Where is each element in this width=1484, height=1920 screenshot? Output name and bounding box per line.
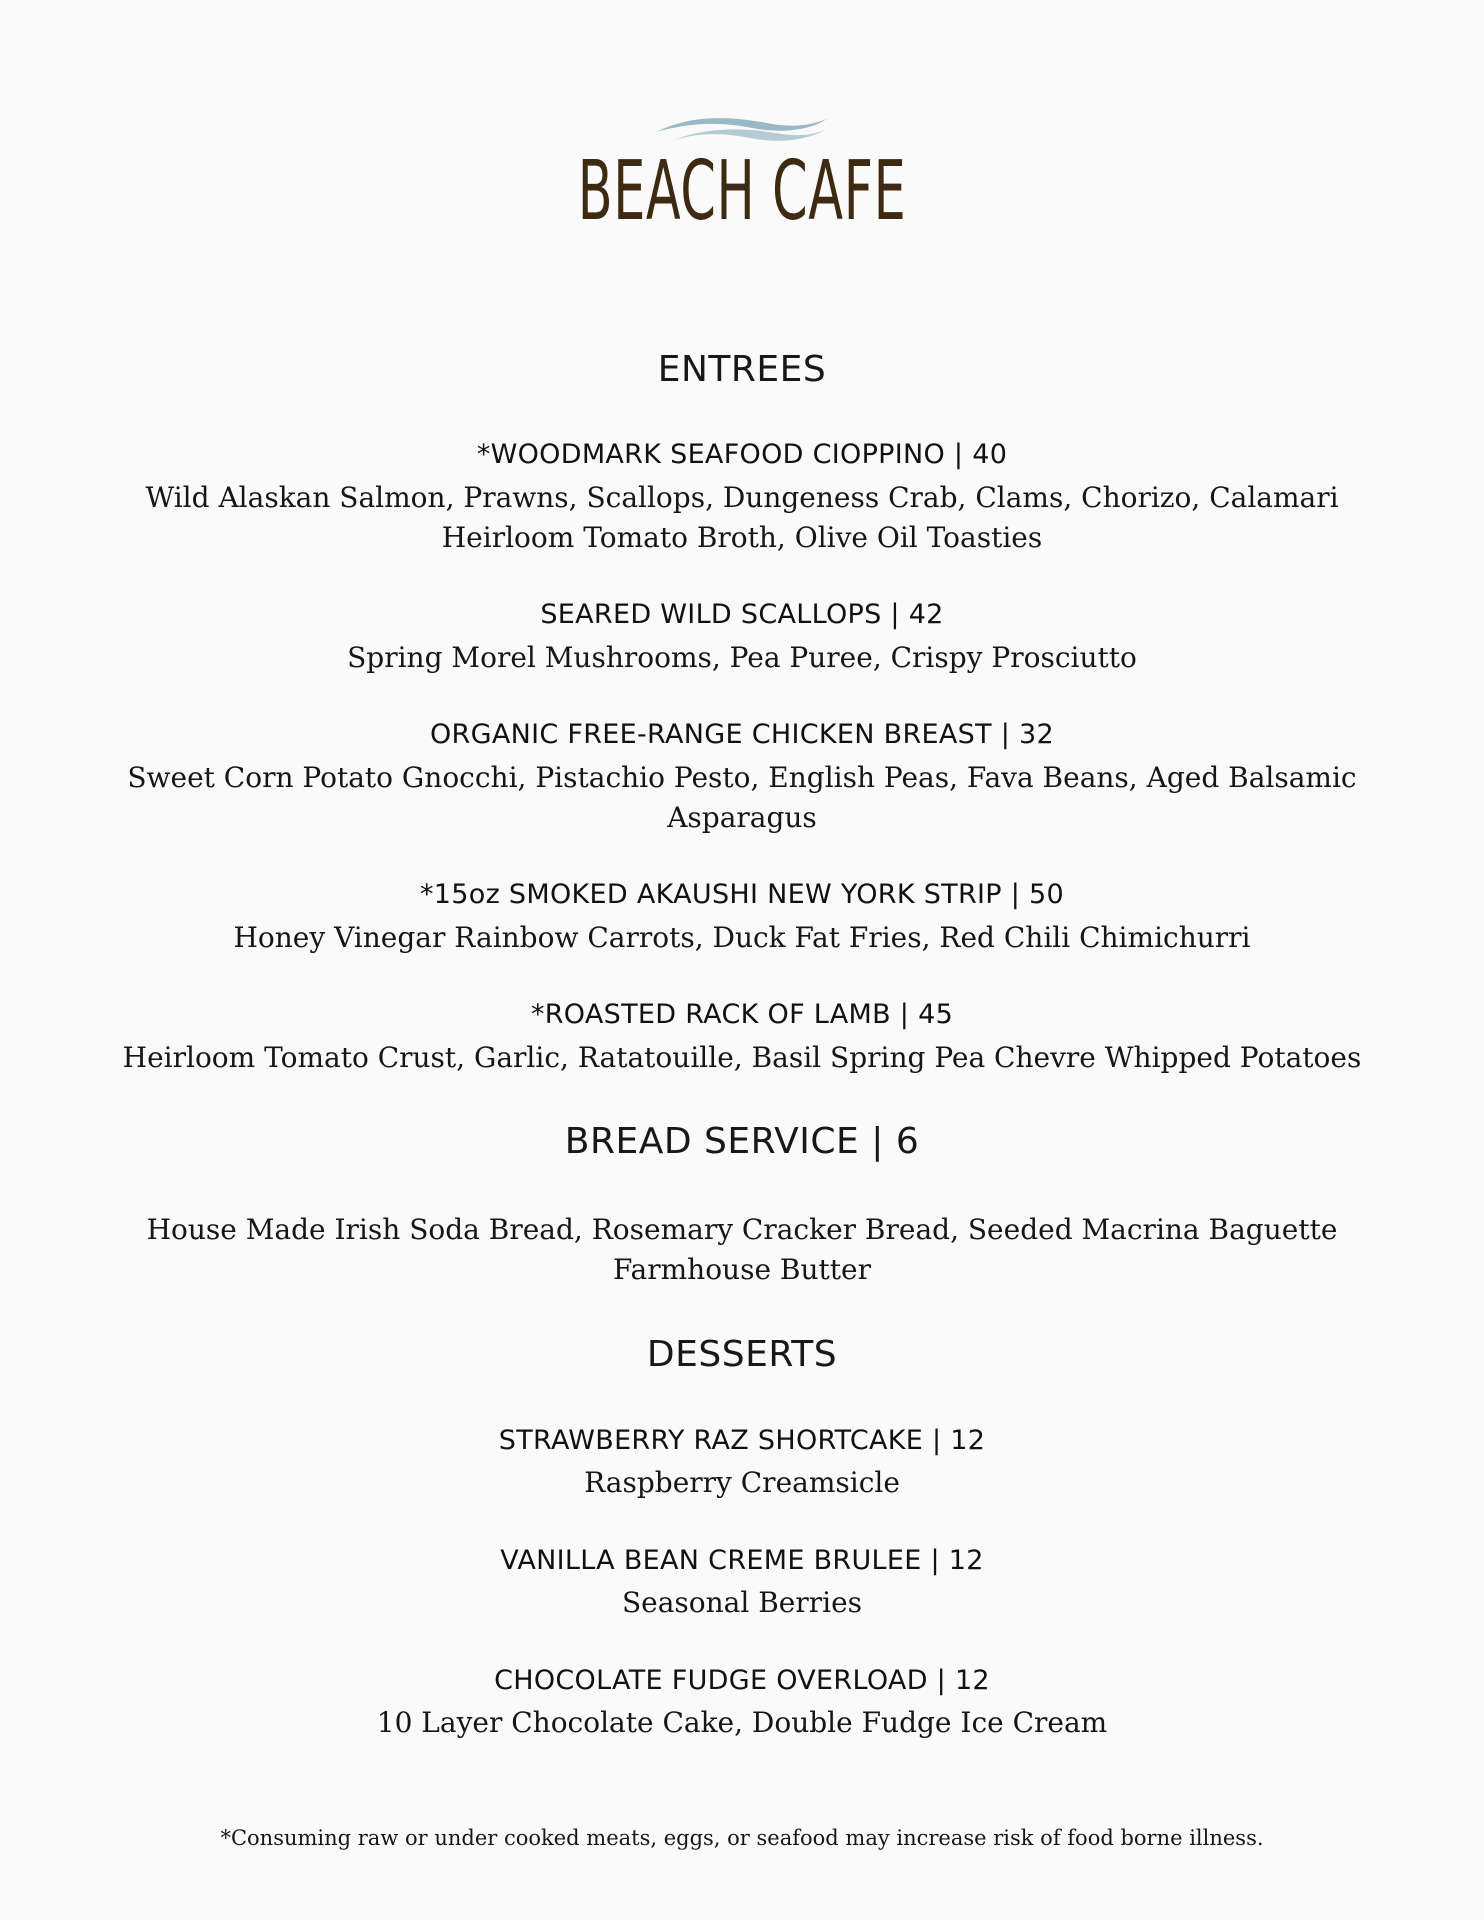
menu-item-name: ORGANIC FREE-RANGE CHICKEN BREAST | 32 xyxy=(429,719,1055,750)
menu-item-description: Raspberry Creamsicle xyxy=(584,1466,900,1499)
menu-item-description: Honey Vinegar Rainbow Carrots, Duck Fat Fries, Red Chili Chimichurri xyxy=(233,921,1251,954)
menu-item-name: STRAWBERRY RAZ SHORTCAKE | 12 xyxy=(498,1425,986,1456)
menu-item-description: Sweet Corn Potato Gnocchi, Pistachio Pesto, English Peas, Fava Beans, Aged Balsamic Asparagus xyxy=(127,761,1357,834)
menu-item-name: *15oz SMOKED AKAUSHI NEW YORK STRIP | 50 xyxy=(420,879,1064,910)
section-title-entrees: ENTREES xyxy=(657,349,827,390)
menu-item-description: 10 Layer Chocolate Cake, Double Fudge Ice Cream xyxy=(376,1706,1108,1739)
menu-item-name: *WOODMARK SEAFOOD CIOPPINO | 40 xyxy=(476,439,1008,470)
beach-cafe-logo xyxy=(0,110,1484,239)
menu-item-description: Wild Alaskan Salmon, Prawns, Scallops, Dungeness Crab, Clams, Chorizo, Calamari Heirloom Tomato Broth, Olive Oil Toasties xyxy=(145,481,1339,554)
menu-item-description: Spring Morel Mushrooms, Pea Puree, Crispy Prosciutto xyxy=(347,641,1137,674)
footnote-disclaimer: *Consuming raw or under cooked meats, eggs, or seafood may increase risk of food borne illness. xyxy=(220,1826,1264,1850)
menu-item-name: SEARED WILD SCALLOPS | 42 xyxy=(540,599,944,630)
section-title-desserts: DESSERTS xyxy=(646,1334,838,1375)
section-title-bread-service: BREAD SERVICE | 6 xyxy=(564,1121,920,1162)
bread-service-description: House Made Irish Soda Bread, Rosemary Cracker Bread, Seeded Macrina Baguette Farmhouse Butter xyxy=(146,1213,1338,1286)
wave-icon xyxy=(652,114,832,148)
menu-item-name: CHOCOLATE FUDGE OVERLOAD | 12 xyxy=(494,1665,990,1696)
logo-wordmark: BEACH CAFE xyxy=(577,144,907,239)
menu-item-description: Heirloom Tomato Crust, Garlic, Ratatouille, Basil Spring Pea Chevre Whipped Potatoes xyxy=(122,1041,1362,1074)
menu-item-description: Seasonal Berries xyxy=(621,1586,863,1619)
menu-item-name: *ROASTED RACK OF LAMB | 45 xyxy=(530,999,954,1030)
menu-item-name: VANILLA BEAN CREME BRULEE | 12 xyxy=(500,1545,984,1576)
